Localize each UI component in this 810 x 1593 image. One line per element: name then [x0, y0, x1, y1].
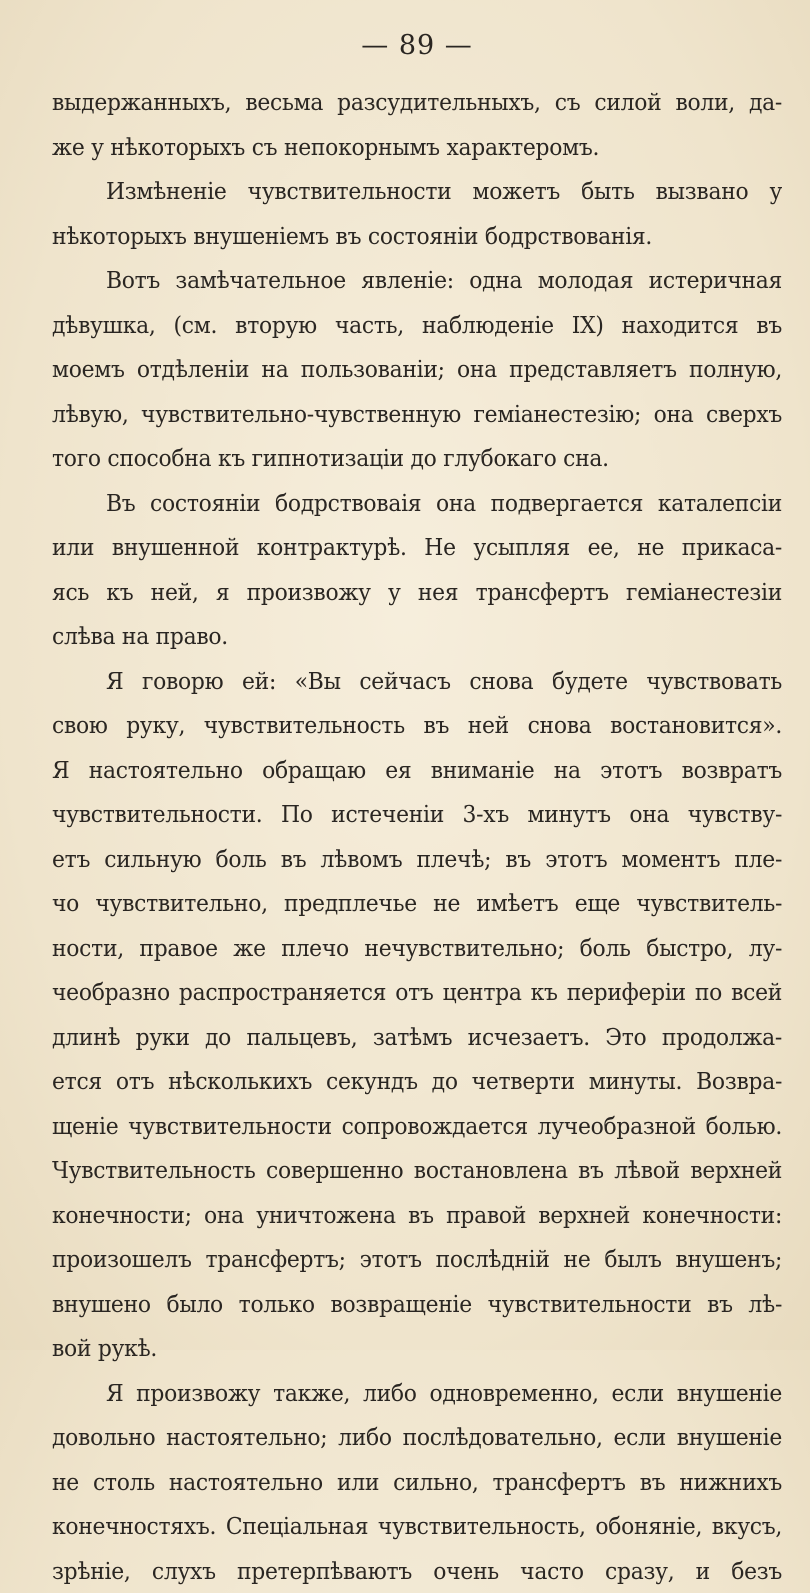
page-number: — 89 —: [52, 26, 782, 66]
text-line: Измѣненіе чувствительности можетъ быть вызвано у: [52, 169, 782, 214]
text-line: длинѣ руки до пальцевъ, затѣмъ исчезаетъ. Это продолжа-: [52, 1015, 782, 1060]
text-line: Я настоятельно обращаю ея вниманіе на этотъ возвратъ: [52, 748, 782, 793]
text-line: Вотъ замѣчательное явленіе: одна молодая истеричная: [52, 258, 782, 303]
text-line: етъ сильную боль въ лѣвомъ плечѣ; въ этотъ моментъ пле-: [52, 837, 782, 882]
text-line: слѣва на право.: [52, 614, 782, 659]
text-line: же у нѣкоторыхъ съ непокорнымъ характеромъ.: [52, 125, 782, 170]
text-line: чо чувствительно, предплечье не имѣетъ еще чувствитель-: [52, 881, 782, 926]
text-line: выдержанныхъ, весьма разсудительныхъ, съ силой воли, да-: [52, 80, 782, 125]
text-line: конечности; она уничтожена въ правой верхней конечности:: [52, 1193, 782, 1238]
text-line: или внушенной контрактурѣ. Не усыпляя ее, не прикаса-: [52, 525, 782, 570]
text-line: зрѣніе, слухъ претерпѣваютъ очень часто сразу, и безъ: [52, 1549, 782, 1593]
text-line: не столь настоятельно или сильно, трансфертъ въ нижнихъ: [52, 1460, 782, 1505]
text-line: Въ состояніи бодрствоваія она подвергается каталепсіи: [52, 481, 782, 526]
text-line: внушено было только возвращеніе чувствительности въ лѣ-: [52, 1282, 782, 1327]
text-line: ется отъ нѣсколькихъ секундъ до четверти минуты. Возвра-: [52, 1059, 782, 1104]
text-line: чеобразно распространяется отъ центра къ периферіи по всей: [52, 970, 782, 1015]
text-line: нѣкоторыхъ внушеніемъ въ состояніи бодрствованія.: [52, 214, 782, 259]
text-line: Чувствительность совершенно востановлена въ лѣвой верхней: [52, 1148, 782, 1193]
page-text: [52, 80, 782, 1593]
text-line: ности, правое же плечо нечувствительно; боль быстро, лу-: [52, 926, 782, 971]
text-line: чувствительности. По истеченіи 3-хъ минутъ она чувству-: [52, 792, 782, 837]
text-line: произошелъ трансфертъ; этотъ послѣдній не былъ внушенъ;: [52, 1237, 782, 1282]
text-line: Я произвожу также, либо одновременно, если внушеніе: [52, 1371, 782, 1416]
text-line: моемъ отдѣленіи на пользованіи; она представляетъ полную,: [52, 347, 782, 392]
text-line: вой рукѣ.: [52, 1326, 782, 1371]
text-line: дѣвушка, (см. вторую часть, наблюденіе IX) находится въ: [52, 303, 782, 348]
text-line: конечностяхъ. Спеціальная чувствительность, обоняніе, вкусъ,: [52, 1504, 782, 1549]
text-line: ясь къ ней, я произвожу у нея трансфертъ геміанестезіи: [52, 570, 782, 615]
text-line: лѣвую, чувствительно-чувственную геміанестезію; она сверхъ: [52, 392, 782, 437]
text-line: довольно настоятельно; либо послѣдовательно, если внушеніе: [52, 1415, 782, 1460]
text-line: Я говорю ей: «Вы сейчасъ снова будете чувствовать: [52, 659, 782, 704]
text-line: щеніе чувствительности сопровождается лучеобразной болью.: [52, 1104, 782, 1149]
text-line: свою руку, чувствительность въ ней снова востановится».: [52, 703, 782, 748]
text-line: того способна къ гипнотизаціи до глубокаго сна.: [52, 436, 782, 481]
